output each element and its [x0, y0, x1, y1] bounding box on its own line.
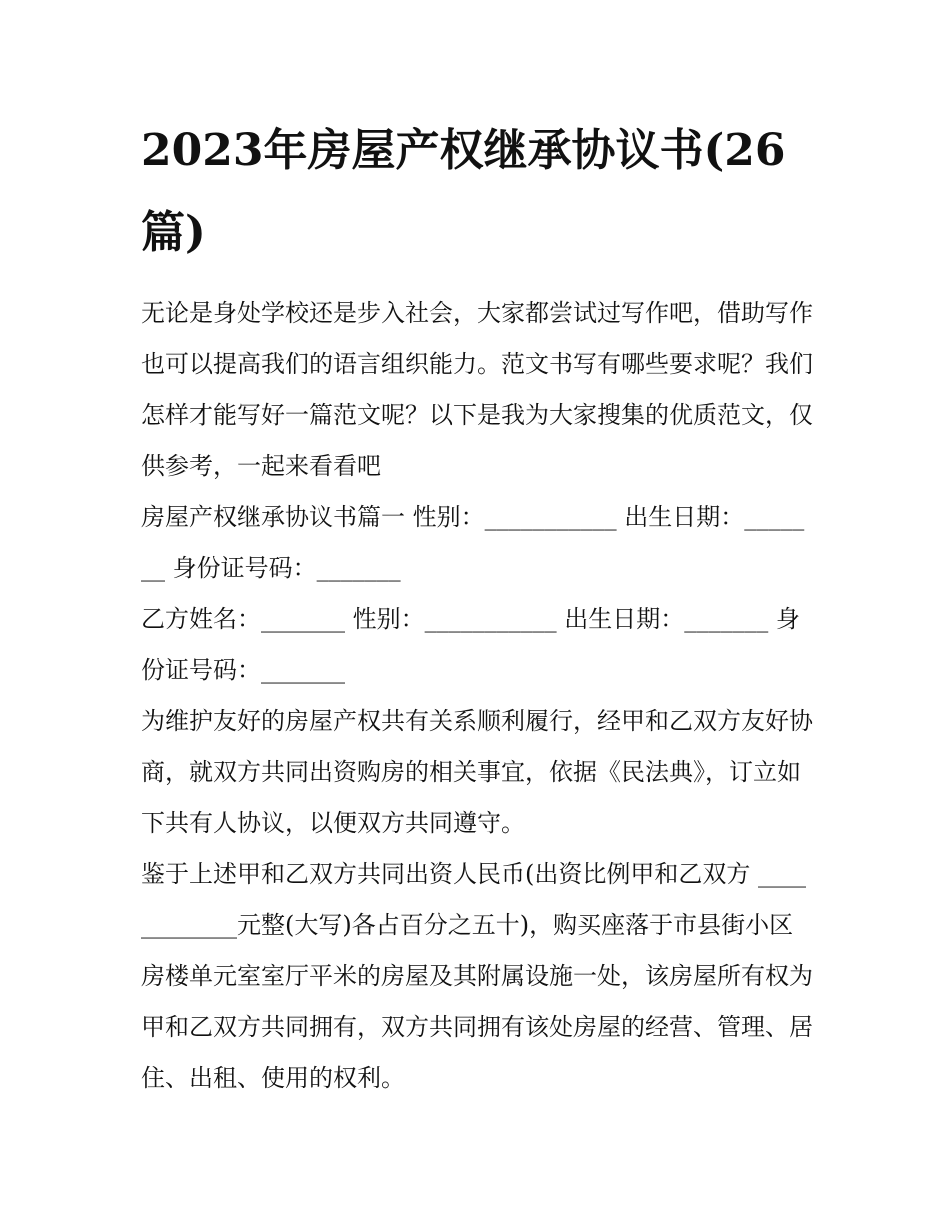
document-body — [141, 288, 813, 1104]
document-title: 2023年房屋产权继承协议书(26篇) — [141, 125, 786, 258]
party-a-info-paragraph: 房屋产权继承协议书篇一 性别：___________ 出生日期：_______ 身份证号码：_______ — [141, 503, 805, 582]
purpose-paragraph: 为维护友好的房屋产权共有关系顺利履行，经甲和乙双方友好协商，就双方共同出资购房的相关事宜，依据《民法典》，订立如下共有人协议，以便双方共同遵守。 — [141, 707, 813, 837]
intro-paragraph: 无论是身处学校还是步入社会，大家都尝试过写作吧，借助写作也可以提高我们的语言组织能力。范文书写有哪些要求呢？我们怎样才能写好一篇范文呢？以下是我为大家搜集的优质范文，仅供参考，一起来看看吧 — [141, 299, 813, 480]
ownership-paragraph: 鉴于上述甲和乙双方共同出资人民币(出资比例甲和乙双方 ____________元整(大写)各占百分之五十)，购买座落于市县街小区房楼单元室室厅平米的房屋及其附属设施一处，该房屋所有权为甲和乙双方共同拥有，双方共同拥有该处房屋的经营、管理、居住、出租、使用的权利。 — [141, 860, 813, 1092]
party-b-info-paragraph: 乙方姓名：_______ 性别：___________ 出生日期：_______ 身份证号码：_______ — [141, 605, 800, 684]
document-content — [141, 110, 813, 1104]
